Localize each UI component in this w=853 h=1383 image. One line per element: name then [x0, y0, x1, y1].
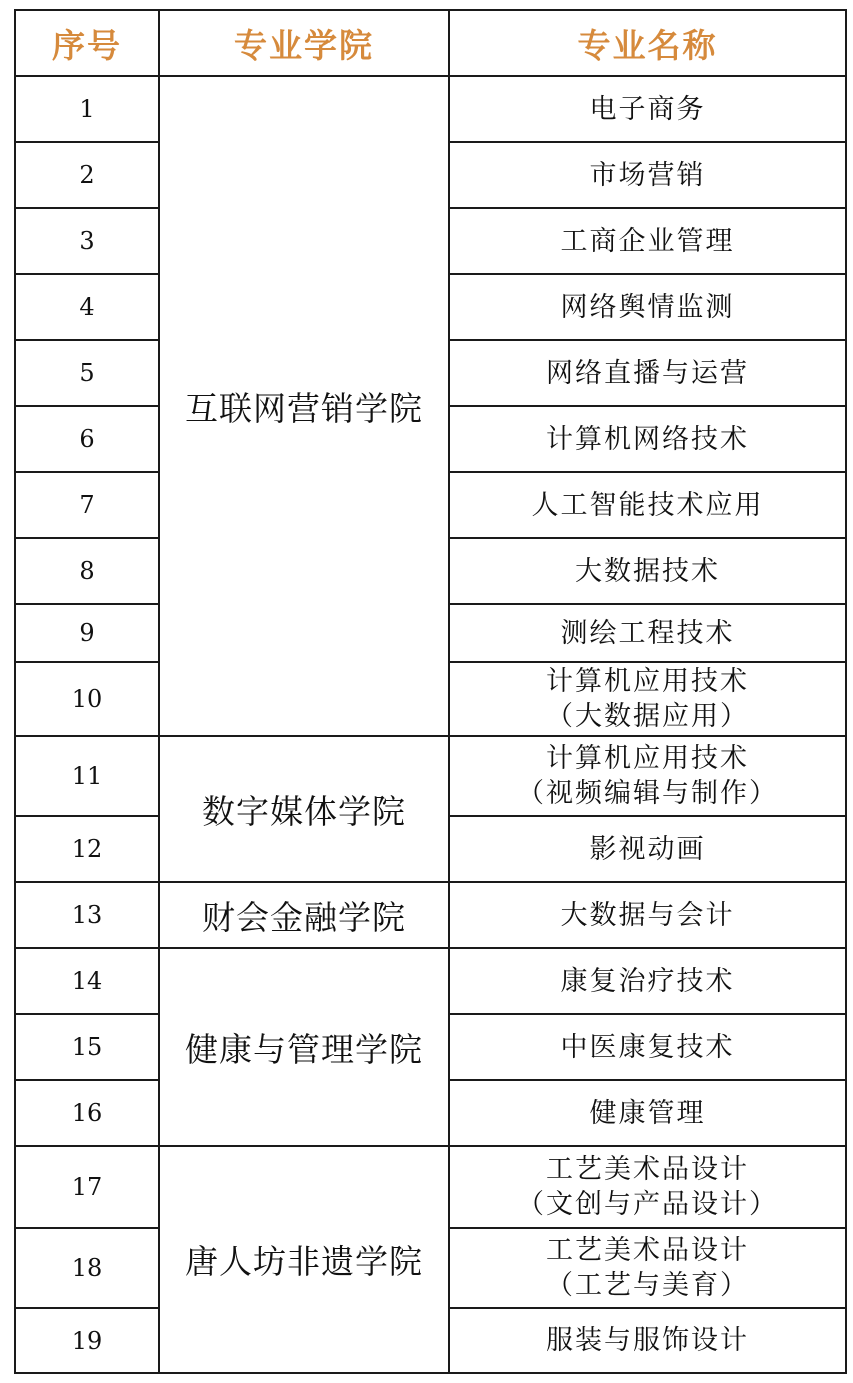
row-number: 12 [15, 816, 159, 882]
major-name: 计算机应用技术 [546, 743, 749, 774]
major-name: 市场营销 [449, 142, 846, 208]
row-number: 16 [15, 1080, 159, 1146]
major-name: 计算机网络技术 [449, 406, 846, 472]
major-name: 网络直播与运营 [449, 340, 846, 406]
major-subname: （工艺与美育） [546, 1270, 749, 1301]
major-name-two-line [449, 1228, 846, 1308]
college-cell: 互联网营销学院 [159, 76, 449, 736]
row-number: 1 [15, 76, 159, 142]
major-name: 工艺美术品设计 [546, 1235, 749, 1266]
header-row [15, 10, 846, 76]
major-name-two-line [449, 736, 846, 816]
major-name: 影视动画 [449, 816, 846, 882]
row-number: 2 [15, 142, 159, 208]
row-number: 18 [15, 1228, 159, 1308]
row-number: 15 [15, 1014, 159, 1080]
header-index: 序号 [15, 10, 159, 76]
table-row [15, 1146, 846, 1228]
row-number: 8 [15, 538, 159, 604]
header-college: 专业学院 [159, 10, 449, 76]
major-name: 大数据与会计 [449, 882, 846, 948]
row-number: 6 [15, 406, 159, 472]
row-number: 7 [15, 472, 159, 538]
major-name: 大数据技术 [449, 538, 846, 604]
majors-table [14, 9, 847, 1374]
row-number: 14 [15, 948, 159, 1014]
major-name: 测绘工程技术 [449, 604, 846, 662]
major-name: 计算机应用技术 [546, 666, 749, 697]
row-number: 17 [15, 1146, 159, 1228]
major-name: 康复治疗技术 [449, 948, 846, 1014]
row-number: 3 [15, 208, 159, 274]
table-row [15, 736, 846, 816]
row-number: 5 [15, 340, 159, 406]
major-name: 服装与服饰设计 [449, 1308, 846, 1373]
major-name: 工艺美术品设计 [546, 1154, 749, 1185]
table-row [15, 948, 846, 1014]
row-number: 13 [15, 882, 159, 948]
major-name: 网络舆情监测 [449, 274, 846, 340]
table-row [15, 882, 846, 948]
college-cell: 财会金融学院 [159, 882, 449, 948]
major-name: 电子商务 [449, 76, 846, 142]
major-subname: （文创与产品设计） [517, 1189, 778, 1220]
row-number: 11 [15, 736, 159, 816]
table-row [15, 76, 846, 142]
major-name: 中医康复技术 [449, 1014, 846, 1080]
major-subname: （视频编辑与制作） [517, 778, 778, 809]
college-cell: 健康与管理学院 [159, 948, 449, 1146]
college-cell: 唐人坊非遗学院 [159, 1146, 449, 1373]
major-name: 工商企业管理 [449, 208, 846, 274]
major-name: 人工智能技术应用 [449, 472, 846, 538]
major-name-two-line [449, 1146, 846, 1228]
college-cell: 数字媒体学院 [159, 736, 449, 882]
header-major: 专业名称 [449, 10, 846, 76]
row-number: 4 [15, 274, 159, 340]
major-name-two-line [449, 662, 846, 736]
major-name: 健康管理 [449, 1080, 846, 1146]
major-subname: （大数据应用） [546, 701, 749, 732]
row-number: 10 [15, 662, 159, 736]
row-number: 19 [15, 1308, 159, 1373]
row-number: 9 [15, 604, 159, 662]
